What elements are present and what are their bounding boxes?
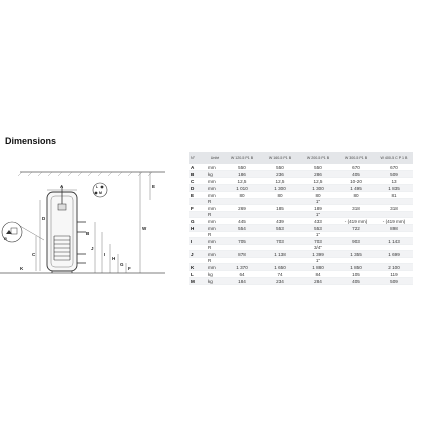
table-cell: 550: [261, 164, 299, 171]
table-row: [189, 205, 413, 212]
table-cell: D: [189, 185, 207, 192]
table-cell: 80: [223, 192, 261, 199]
page-title: Dimensions: [5, 136, 57, 146]
table-cell: mm: [207, 192, 223, 199]
table-cell: 1 300: [299, 185, 337, 192]
table-cell: 1": [299, 232, 337, 238]
column-header: W 200-5 P1 B: [299, 152, 337, 164]
table-cell: C: [189, 178, 207, 185]
table-cell: 236: [261, 171, 299, 178]
table-cell: 119: [375, 271, 413, 278]
table-cell: 445: [223, 218, 261, 225]
table-cell: G: [189, 218, 207, 225]
table-cell: E: [189, 192, 207, 199]
table-cell: 1": [299, 212, 337, 218]
label-d: D: [42, 216, 46, 221]
table-row: [189, 218, 413, 225]
table-cell: J: [189, 251, 207, 258]
table-cell: F: [189, 205, 207, 212]
table-cell: 1 143: [375, 238, 413, 245]
table-body: [189, 164, 413, 285]
table-cell: mm: [207, 178, 223, 185]
table-row: [189, 251, 413, 258]
table-cell: 509: [375, 278, 413, 285]
table-cell: kg: [207, 171, 223, 178]
callout-label-l: L: [96, 185, 99, 189]
table-cell: 2 100: [375, 264, 413, 271]
dimensions-table-container: [189, 152, 413, 285]
table-row: [189, 225, 413, 232]
table-cell: 12,5: [223, 178, 261, 185]
table-cell: mm: [207, 164, 223, 171]
table-cell: 184: [223, 278, 261, 285]
table-row: [189, 278, 413, 285]
table-cell: 284: [299, 278, 337, 285]
table-cell: L: [189, 271, 207, 278]
table-cell: 105: [337, 271, 375, 278]
table-cell: 12,5: [299, 178, 337, 185]
table-cell: 13: [375, 178, 413, 185]
table-cell: K: [189, 264, 207, 271]
table-cell: mm: [207, 225, 223, 232]
table-cell: 1 300: [261, 185, 299, 192]
label-r: R: [4, 236, 7, 241]
table-cell: 185: [261, 205, 299, 212]
table-cell: mm: [207, 238, 223, 245]
table-cell: 234: [261, 278, 299, 285]
table-cell: kg: [207, 278, 223, 285]
column-header: Unité: [207, 152, 223, 164]
table-cell: 1 650: [261, 264, 299, 271]
table-cell: 1 835: [375, 185, 413, 192]
label-c: C: [32, 252, 36, 257]
table-cell: 405: [337, 171, 375, 178]
table-cell: R: [207, 245, 223, 251]
table-cell: 903: [337, 238, 375, 245]
table-cell: 705: [223, 238, 261, 245]
label-b: B: [86, 231, 90, 236]
table-cell: B: [189, 171, 207, 178]
table-cell: 703: [261, 238, 299, 245]
table-cell: 189: [299, 205, 337, 212]
table-cell: 439: [261, 218, 299, 225]
table-cell: 3/4": [299, 245, 337, 251]
table-row: [189, 271, 413, 278]
table-cell: 80: [261, 192, 299, 199]
table-cell: 509: [375, 171, 413, 178]
table-cell: - (419 mm): [375, 218, 413, 225]
table-cell: 553: [261, 225, 299, 232]
label-h: H: [112, 256, 116, 261]
table-cell: - (419 mm): [337, 218, 375, 225]
table-cell: H: [189, 225, 207, 232]
table-cell: 1 138: [261, 251, 299, 258]
table-cell: 80: [299, 192, 337, 199]
table-cell: 1 495: [337, 185, 375, 192]
table-cell: 1 010: [223, 185, 261, 192]
label-k: K: [20, 266, 24, 271]
table-cell: M: [189, 278, 207, 285]
table-cell: kg: [207, 271, 223, 278]
tank-dimension-drawing: [0, 160, 170, 285]
table-cell: 878: [223, 251, 261, 258]
table-cell: 186: [223, 171, 261, 178]
label-e: E: [152, 184, 156, 189]
label-w: W: [142, 226, 147, 231]
table-cell: R: [207, 232, 223, 238]
table-cell: 269: [223, 205, 261, 212]
dimensions-table: [189, 152, 413, 285]
table-cell: 318: [337, 205, 375, 212]
table-cell: I: [189, 238, 207, 245]
label-f: F: [128, 266, 131, 271]
table-row: [189, 185, 413, 192]
table-cell: 64: [223, 271, 261, 278]
column-header: W 400-5 C P 1 B: [375, 152, 413, 164]
table-cell: mm: [207, 185, 223, 192]
table-cell: 898: [375, 225, 413, 232]
table-cell: 1 850: [337, 264, 375, 271]
table-cell: mm: [207, 205, 223, 212]
table-cell: 1 399: [299, 251, 337, 258]
table-cell: 1 370: [223, 264, 261, 271]
column-header: N°: [189, 152, 207, 164]
table-cell: 12,5: [261, 178, 299, 185]
table-cell: mm: [207, 264, 223, 271]
table-cell: R: [207, 212, 223, 218]
table-cell: mm: [207, 218, 223, 225]
table-cell: 670: [337, 164, 375, 171]
table-cell: 554: [223, 225, 261, 232]
table-cell: 703: [299, 238, 337, 245]
table-cell: 1 699: [375, 251, 413, 258]
table-cell: 84: [299, 271, 337, 278]
table-cell: 10-20: [337, 178, 375, 185]
label-i: I: [104, 252, 106, 257]
table-cell: 1": [299, 199, 337, 205]
table-cell: 286: [299, 171, 337, 178]
table-cell: mm: [207, 251, 223, 258]
table-cell: 74: [261, 271, 299, 278]
callout-label-m: M: [99, 191, 102, 195]
table-cell: 670: [375, 164, 413, 171]
table-cell: 405: [337, 278, 375, 285]
table-cell: 1 880: [299, 264, 337, 271]
table-cell: R: [207, 199, 223, 205]
table-row: [189, 264, 413, 271]
table-cell: A: [189, 164, 207, 171]
table-row: [189, 192, 413, 199]
label-a: A: [60, 184, 64, 189]
column-header: W 120-5 P1 B: [223, 152, 261, 164]
table-header-row: [189, 152, 413, 164]
table-row: [189, 171, 413, 178]
table-cell: 318: [375, 205, 413, 212]
table-cell: 1": [299, 258, 337, 264]
table-cell: 553: [299, 225, 337, 232]
label-g: G: [120, 262, 124, 267]
table-row: [189, 238, 413, 245]
table-cell: 80: [337, 192, 375, 199]
table-cell: 550: [223, 164, 261, 171]
table-cell: 1 355: [337, 251, 375, 258]
label-j: J: [91, 246, 94, 251]
column-header: W 160-5 P1 B: [261, 152, 299, 164]
table-cell: 81: [375, 192, 413, 199]
table-row: [189, 178, 413, 185]
table-cell: 433: [299, 218, 337, 225]
column-header: W 300-5 P1 B: [337, 152, 375, 164]
table-cell: R: [207, 258, 223, 264]
table-cell: 550: [299, 164, 337, 171]
table-cell: 722: [337, 225, 375, 232]
